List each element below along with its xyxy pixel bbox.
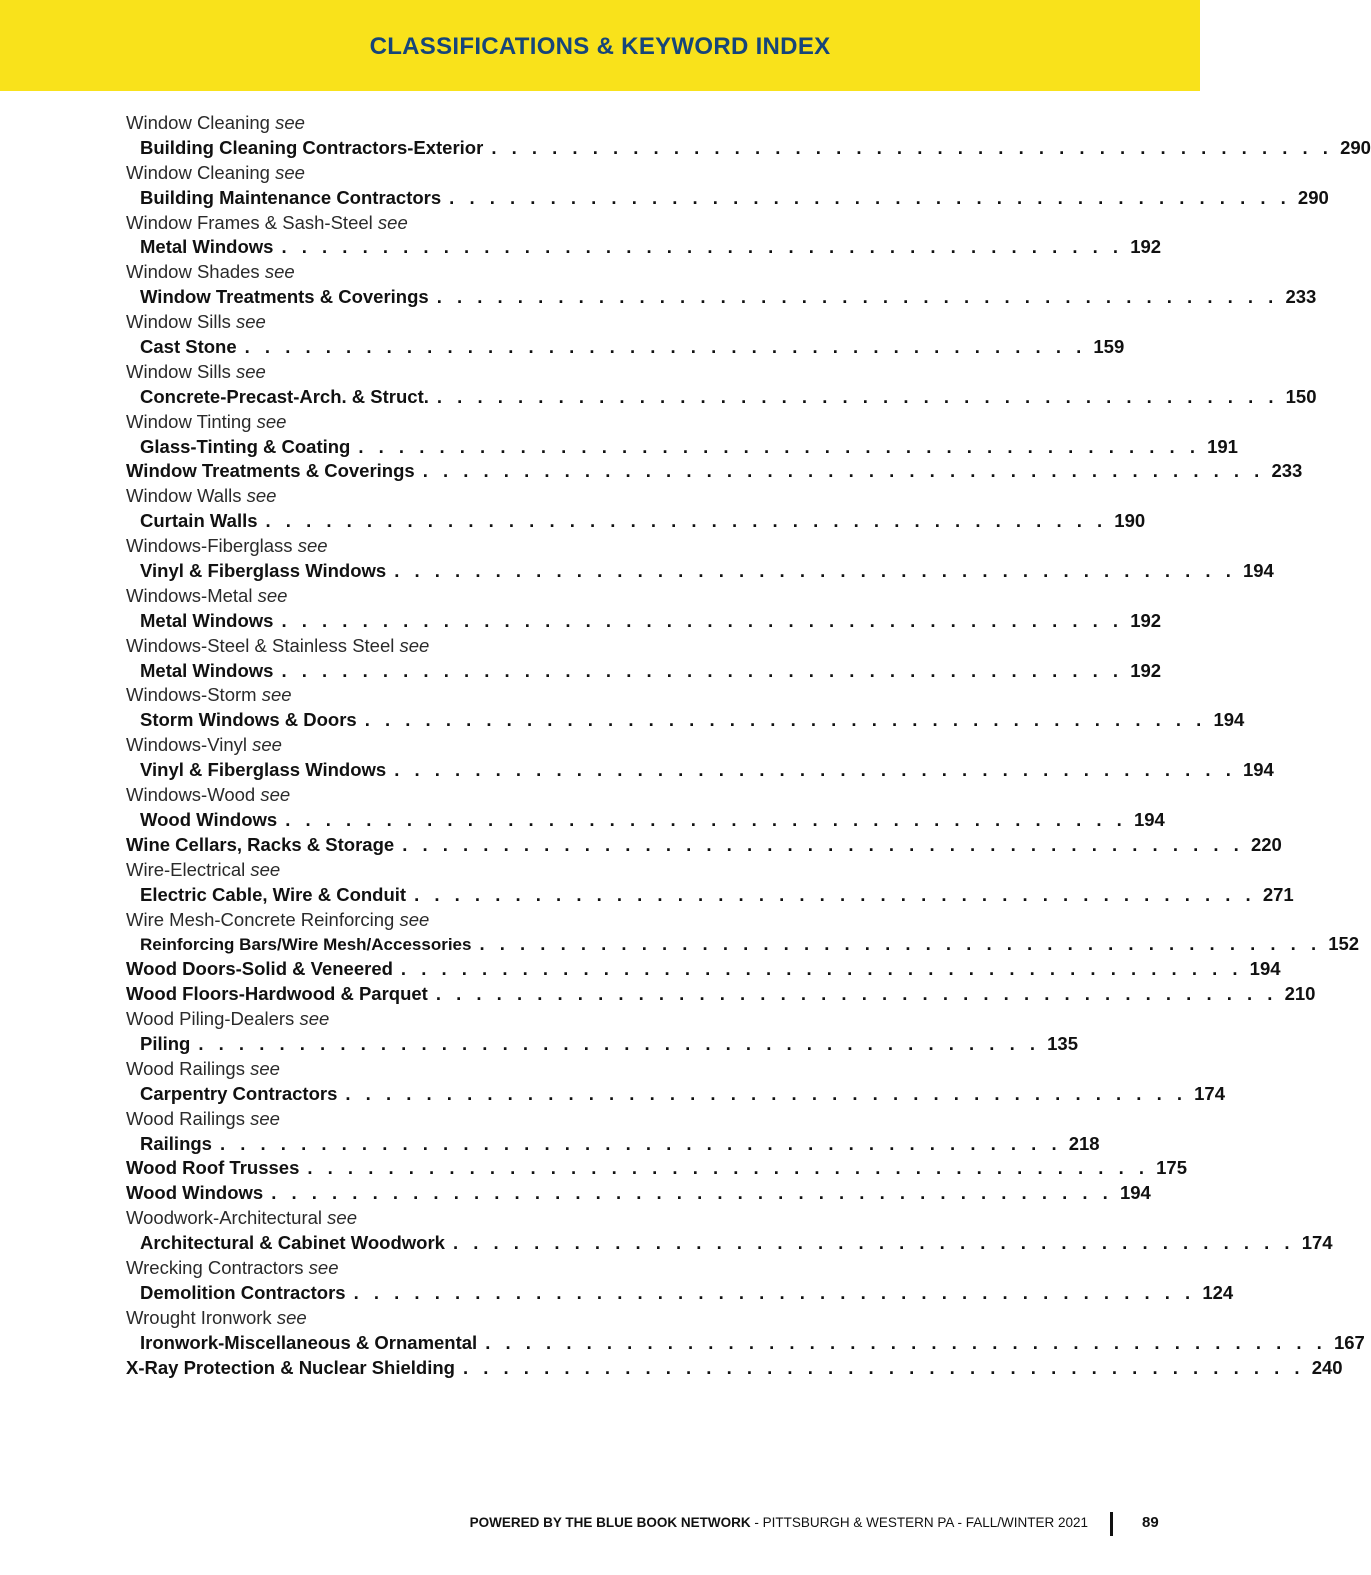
page-reference: 194 [1242,560,1274,582]
page-reference: 233 [1285,286,1317,308]
index-term [126,310,578,335]
index-term-text: Wood Railings [126,1107,245,1129]
dot-leader: . . . . . . . . . . . . . . . . . . . . . . . . . . . . . . . . . . . . . . . . . . [219,1132,1062,1154]
index-reference [126,708,1245,733]
page-reference: 192 [1130,659,1162,681]
classification-label: Cast Stone [140,336,237,358]
index-term [126,634,578,659]
dot-leader: . . . . . . . . . . . . . . . . . . . . . . . . . . . . . . . . . . . . . . . . . . [394,560,1236,582]
page-reference: 271 [1262,883,1294,905]
index-reference [126,509,1146,534]
dot-leader: . . . . . . . . . . . . . . . . . . . . . . . . . . . . . . . . . . . . . . . . . . [435,983,1278,1005]
index-reference [126,758,1274,783]
index-reference [126,1231,1333,1256]
index-term [126,534,578,559]
dot-leader: . . . . . . . . . . . . . . . . . . . . . . . . . . . . . . . . . . . . . . . . . . [414,883,1256,905]
footer-credit [470,1515,1088,1530]
see-reference: see [299,1008,330,1030]
index-reference [126,1032,1078,1057]
classification-label: Wood Roof Trusses [126,1157,300,1179]
index-reference [126,285,1317,310]
see-reference: see [260,784,291,806]
index-term-text: Window Sills [126,360,231,382]
see-reference: see [256,410,287,432]
dot-leader: . . . . . . . . . . . . . . . . . . . . . . . . . . . . . . . . . . . . . . . . . . [198,1032,1040,1054]
classification-label: Carpentry Contractors [140,1082,338,1104]
index-term-text: Windows-Vinyl [126,734,247,756]
see-reference: see [257,584,288,606]
index-term [126,360,578,385]
see-reference: see [264,261,295,283]
index-term [126,1057,578,1082]
dot-leader: . . . . . . . . . . . . . . . . . . . . . . . . . . . . . . . . . . . . . . . . . . [281,609,1124,631]
index-reference [126,883,1294,908]
see-reference: see [250,1107,280,1129]
index-term-text: Windows-Steel & Stainless Steel [126,634,395,656]
index-reference [126,459,1303,484]
page-reference: 210 [1284,983,1316,1005]
index-term-text: Windows-Wood [126,784,256,806]
index-term-text: Wrecking Contractors [126,1256,304,1278]
see-reference: see [399,634,430,656]
index-term-text: Windows-Metal [126,584,253,606]
classification-label: Concrete-Precast-Arch. & Struct. [140,385,429,407]
dot-leader: . . . . . . . . . . . . . . . . . . . . . . . . . . . . . . . . . . . . . . . . . . [307,1157,1149,1179]
index-term [126,1306,578,1331]
index-reference [126,235,1162,260]
classification-label: Window Treatments & Coverings [140,286,429,308]
index-term-text: Window Shades [126,261,260,283]
page-reference: 233 [1271,460,1303,482]
page-reference: 150 [1285,385,1317,407]
index-term-text: Wood Piling-Dealers [126,1008,295,1030]
page-reference: 167 [1333,1331,1365,1353]
dot-leader: . . . . . . . . . . . . . . . . . . . . . . . . . . . . . . . . . . . . . . . . . . [400,958,1243,980]
dot-leader: . . . . . . . . . . . . . . . . . . . . . . . . . . . . . . . . . . . . . . . . . . [285,808,1127,830]
index-reference [126,1181,1151,1206]
see-reference: see [250,858,281,880]
dot-leader: . . . . . . . . . . . . . . . . . . . . . . . . . . . . . . . . . . . . . . . . . . [244,336,1087,358]
page-reference: 175 [1156,1157,1187,1179]
classification-label: Vinyl & Fiberglass Windows [140,560,387,582]
page-reference: 159 [1093,336,1125,358]
page-reference: 240 [1311,1356,1343,1378]
page-reference: 124 [1202,1281,1234,1303]
classification-label: Piling [140,1032,191,1054]
index-term-text: Window Walls [126,485,242,507]
keyword-index-list [126,111,1371,1380]
classification-label: Electric Cable, Wire & Conduit [140,883,407,905]
page-number: 89 [1142,1514,1159,1531]
index-reference [126,1082,1226,1107]
see-reference: see [308,1256,339,1278]
index-term [126,1256,578,1281]
see-reference: see [327,1207,357,1229]
index-term-text: Woodwork-Architectural [126,1207,323,1229]
index-term-text: Window Tinting [126,410,252,432]
dot-leader: . . . . . . . . . . . . . . . . . . . . . . . . . . . . . . . . . . . . . . . . . . [449,186,1291,208]
index-term-text: Window Sills [126,311,231,333]
index-reference [126,1132,1100,1157]
index-term-text: Window Cleaning [126,161,270,183]
see-reference: see [275,112,305,133]
page-reference: 190 [1114,510,1146,532]
index-term [126,584,578,609]
see-reference: see [246,485,277,507]
index-reference [126,808,1165,833]
index-term [126,1107,578,1132]
page-reference: 174 [1194,1082,1226,1104]
see-reference: see [236,360,266,382]
index-term-text: Wrought Ironwork [126,1306,272,1328]
classification-label: Storm Windows & Doors [140,709,357,731]
index-term-text: Wire Mesh-Concrete Reinforcing [126,908,395,930]
see-reference: see [250,1057,280,1079]
see-reference: see [252,734,282,756]
dot-leader: . . . . . . . . . . . . . . . . . . . . . . . . . . . . . . . . . . . . . . . . . . [485,1331,1327,1353]
see-reference: see [236,311,266,333]
index-term-text: Wire-Electrical [126,858,246,880]
page-reference: 152 [1328,933,1360,955]
index-term [126,858,578,883]
index-term [126,908,578,933]
classification-label: Demolition Contractors [140,1281,346,1303]
index-term [126,783,578,808]
see-reference: see [261,684,292,706]
index-term [126,260,578,285]
index-term [126,484,578,509]
classification-label: Glass-Tinting & Coating [140,435,351,457]
classification-label: Wood Floors-Hardwood & Parquet [126,983,428,1005]
footer-divider [1110,1512,1113,1536]
dot-leader: . . . . . . . . . . . . . . . . . . . . . . . . . . . . . . . . . . . . . . . . . . [436,385,1279,407]
classification-label: Ironwork-Miscellaneous & Ornamental [140,1331,478,1353]
index-term [126,733,578,758]
page-title: CLASSIFICATIONS & KEYWORD INDEX [369,33,831,60]
footer-brand: POWERED BY THE BLUE BOOK NETWORK [469,1515,751,1530]
dot-leader: . . . . . . . . . . . . . . . . . . . . . . . . . . . . . . . . . . . . . . . . . . [271,1182,1113,1204]
page-reference: 135 [1047,1032,1078,1054]
classification-label: Wine Cellars, Racks & Storage [126,833,395,855]
classification-label: Wood Windows [126,1182,264,1204]
index-term-text: Wood Railings [126,1057,245,1079]
dot-leader: . . . . . . . . . . . . . . . . . . . . . . . . . . . . . . . . . . . . . . . . . . [265,510,1108,532]
classification-label: Metal Windows [140,659,274,681]
dot-leader: . . . . . . . . . . . . . . . . . . . . . . . . . . . . . . . . . . . . . . . . . . [394,759,1236,781]
classification-label: Reinforcing Bars/Wire Mesh/Accessories [140,935,472,955]
dot-leader: . . . . . . . . . . . . . . . . . . . . . . . . . . . . . . . . . . . . . . . . . . [491,136,1333,158]
classification-label: Metal Windows [140,236,274,258]
see-reference: see [275,161,305,183]
index-term [126,161,578,186]
page-reference: 192 [1130,236,1162,258]
index-reference [126,559,1274,584]
classification-label: Railings [140,1132,212,1154]
index-term-text: Windows-Storm [126,684,257,706]
classification-label: Metal Windows [140,609,274,631]
dot-leader: . . . . . . . . . . . . . . . . . . . . . . . . . . . . . . . . . . . . . . . . . . [479,933,1322,955]
page-reference: 194 [1213,709,1245,731]
index-reference [126,833,1282,858]
classification-label: X-Ray Protection & Nuclear Shielding [126,1356,455,1378]
index-reference [126,982,1316,1007]
page-reference: 220 [1250,833,1282,855]
page-reference: 191 [1207,435,1238,457]
classification-label: Building Maintenance Contractors [140,186,442,208]
dot-leader: . . . . . . . . . . . . . . . . . . . . . . . . . . . . . . . . . . . . . . . . . . [436,286,1279,308]
index-reference [126,1331,1365,1356]
see-reference: see [399,908,430,930]
dot-leader: . . . . . . . . . . . . . . . . . . . . . . . . . . . . . . . . . . . . . . . . . . [422,460,1265,482]
index-reference [126,1156,1187,1181]
dot-leader: . . . . . . . . . . . . . . . . . . . . . . . . . . . . . . . . . . . . . . . . . . [353,1281,1196,1303]
classification-label: Wood Doors-Solid & Veneered [126,958,393,980]
index-reference [126,435,1238,460]
footer-edition: - PITTSBURGH & WESTERN PA - FALL/WINTER 2021 [750,1515,1088,1530]
page-reference: 194 [1249,958,1281,980]
index-term [126,111,578,136]
dot-leader: . . . . . . . . . . . . . . . . . . . . . . . . . . . . . . . . . . . . . . . . . . [281,659,1124,681]
index-reference [126,957,1281,982]
index-term-text: Window Cleaning [126,112,270,133]
index-reference [126,186,1329,211]
index-term-text: Windows-Fiberglass [126,535,293,557]
index-term [126,683,578,708]
index-reference [126,659,1162,684]
page-reference: 218 [1068,1132,1100,1154]
dot-leader: . . . . . . . . . . . . . . . . . . . . . . . . . . . . . . . . . . . . . . . . . . [402,833,1244,855]
index-reference [126,1356,1343,1381]
classification-label: Vinyl & Fiberglass Windows [140,759,387,781]
see-reference: see [276,1306,307,1328]
classification-label: Curtain Walls [140,510,258,532]
page-reference: 290 [1297,186,1329,208]
footer [0,1512,1200,1536]
classification-label: Building Cleaning Contractors-Exterior [140,136,484,158]
dot-leader: . . . . . . . . . . . . . . . . . . . . . . . . . . . . . . . . . . . . . . . . . . [345,1082,1188,1104]
index-reference [126,335,1125,360]
index-reference [126,1281,1234,1306]
dot-leader: . . . . . . . . . . . . . . . . . . . . . . . . . . . . . . . . . . . . . . . . . . [462,1356,1305,1378]
dot-leader: . . . . . . . . . . . . . . . . . . . . . . . . . . . . . . . . . . . . . . . . . . [281,236,1124,258]
index-reference [126,136,1371,161]
page-reference: 194 [1242,759,1274,781]
index-term [126,410,578,435]
classification-label: Wood Windows [140,808,278,830]
index-term [126,1206,578,1231]
page-reference: 290 [1340,136,1371,158]
index-term [126,1007,578,1032]
index-reference [126,932,1360,957]
classification-label: Window Treatments & Coverings [126,460,415,482]
page-reference: 192 [1130,609,1162,631]
see-reference: see [377,211,408,233]
page-reference: 174 [1301,1232,1333,1254]
index-term [126,211,578,236]
dot-leader: . . . . . . . . . . . . . . . . . . . . . . . . . . . . . . . . . . . . . . . . . . [364,709,1207,731]
index-reference [126,609,1162,634]
dot-leader: . . . . . . . . . . . . . . . . . . . . . . . . . . . . . . . . . . . . . . . . . . [358,435,1200,457]
page-reference: 194 [1133,808,1165,830]
header-bar [0,0,1200,91]
classification-label: Architectural & Cabinet Woodwork [140,1232,445,1254]
index-reference [126,385,1317,410]
page-reference: 194 [1119,1182,1151,1204]
dot-leader: . . . . . . . . . . . . . . . . . . . . . . . . . . . . . . . . . . . . . . . . . . [452,1232,1295,1254]
see-reference: see [297,535,328,557]
index-term-text: Window Frames & Sash-Steel [126,211,373,233]
